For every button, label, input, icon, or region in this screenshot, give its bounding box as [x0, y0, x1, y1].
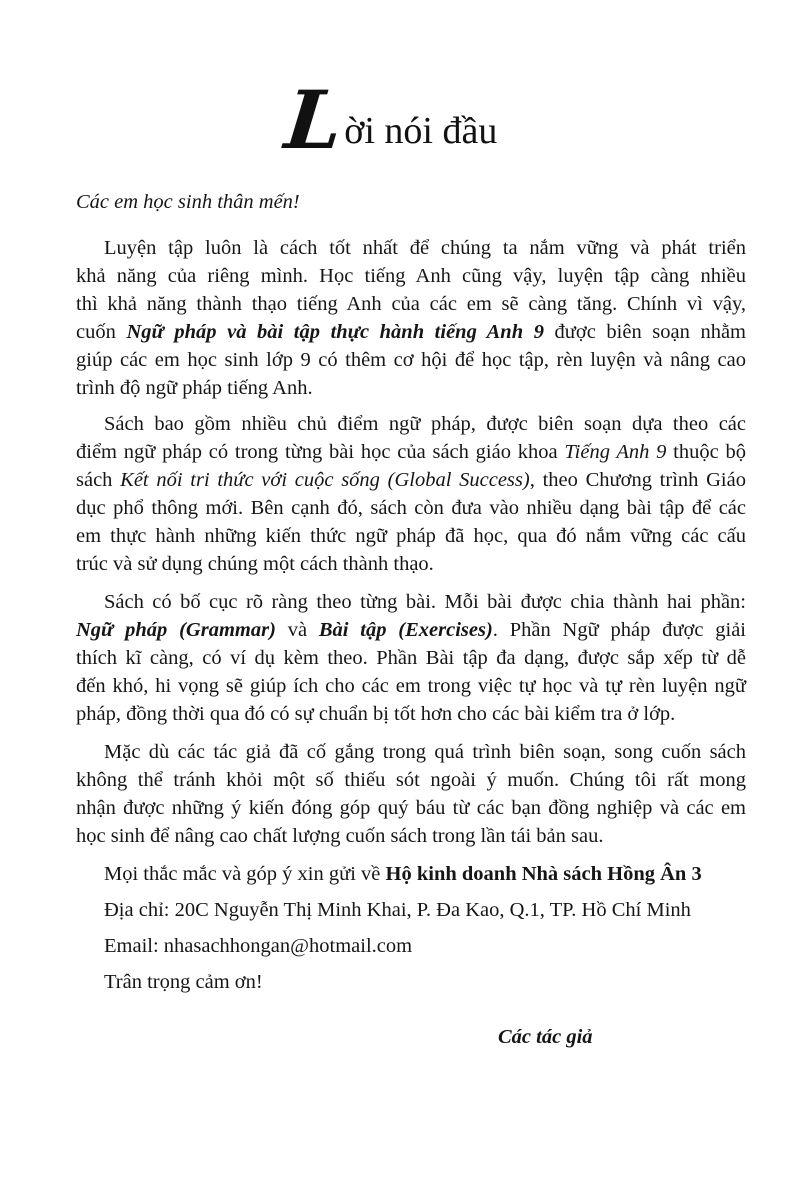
- title-text: ời nói đầu: [344, 110, 498, 152]
- paragraph-1-line: khả năng của riêng mình. Học tiếng Anh cũng vậy, luyện tập càng nhiều: [76, 265, 746, 287]
- text: được biên soạn nhằm: [543, 321, 746, 343]
- paragraph-3-line: Sách có bố cục rõ ràng theo từng bài. Mỗi bài được chia thành hai phần:: [104, 591, 746, 613]
- text: Mọi thắc mắc và góp ý xin gửi về: [104, 863, 386, 885]
- text: , theo Chương trình Giáo: [529, 469, 746, 491]
- greeting: Các em học sinh thân mến!: [76, 191, 300, 213]
- paragraph-4-line: không thể tránh khỏi một số thiếu sót ngoài ý muốn. Chúng tôi rất mong: [76, 769, 746, 791]
- paragraph-3-line: thích kĩ càng, có ví dụ kèm theo. Phần Bài tập đa dạng, được sắp xếp từ dễ: [76, 647, 746, 669]
- paragraph-2-line: [76, 468, 746, 492]
- paragraph-4-line: Mặc dù các tác giả đã cố gắng trong quá trình biên soạn, song cuốn sách: [104, 741, 746, 763]
- text: . Phần Ngữ pháp được giải: [492, 619, 746, 641]
- signature: Các tác giả: [498, 1026, 593, 1048]
- textbook-title: Tiếng Anh 9: [564, 441, 667, 463]
- text: sách: [76, 469, 121, 491]
- grammar-label: Ngữ pháp (Grammar): [76, 619, 276, 641]
- paragraph-4-line: học sinh để nâng cao chất lượng cuốn sách trong lần tái bản sau.: [76, 825, 604, 847]
- paragraph-2-line: em thực hành những kiến thức ngữ pháp đã học, qua đó nắm vững các cấu: [76, 525, 746, 547]
- contact-line: [104, 862, 746, 886]
- publisher-name: Hộ kinh doanh Nhà sách Hồng Ân 3: [385, 863, 702, 885]
- paragraph-1-line: thì khả năng thành thạo tiếng Anh của các em sẽ càng tăng. Chính vì vậy,: [76, 293, 746, 315]
- paragraph-2-line: trúc và sử dụng chúng một cách thành thạo.: [76, 553, 434, 575]
- text: cuốn: [76, 321, 127, 343]
- paragraph-1-line: trình độ ngữ pháp tiếng Anh.: [76, 377, 313, 399]
- paragraph-4-line: nhận được những ý kiến đóng góp quý báu từ các bạn đồng nghiệp và các em: [76, 797, 746, 819]
- title-drop-cap: L: [281, 73, 348, 167]
- paragraph-3-line: pháp, đồng thời qua đó có sự chuẩn bị tốt hơn cho các bài kiểm tra ở lớp.: [76, 703, 676, 725]
- paragraph-2-line: dục phổ thông mới. Bên cạnh đó, sách còn đưa vào nhiều dạng bài tập để các: [76, 497, 746, 519]
- page-title: [281, 73, 498, 167]
- book-title: Ngữ pháp và bài tập thực hành tiếng Anh 9: [126, 321, 544, 343]
- series-title: Kết nối tri thức với cuộc sống (Global Success): [120, 469, 530, 491]
- paragraph-1-line: [76, 320, 746, 344]
- exercises-label: Bài tập (Exercises): [318, 619, 493, 641]
- paragraph-3-line: [76, 618, 746, 642]
- paragraph-3-line: đến khó, hi vọng sẽ giúp ích cho các em trong việc tự học và tự rèn luyện ngữ: [76, 675, 746, 697]
- text: và: [275, 619, 319, 641]
- paragraph-1-line: Luyện tập luôn là cách tốt nhất để chúng ta nắm vững và phát triển: [104, 237, 746, 259]
- text: thuộc bộ: [666, 441, 747, 463]
- address-line: Địa chỉ: 20C Nguyễn Thị Minh Khai, P. Đa Kao, Q.1, TP. Hồ Chí Minh: [104, 899, 691, 921]
- paragraph-2-line: [76, 440, 746, 464]
- paragraph-2-line: Sách bao gồm nhiều chủ điểm ngữ pháp, được biên soạn dựa theo các: [104, 413, 746, 435]
- email-line: Email: nhasachhongan@hotmail.com: [104, 935, 413, 957]
- thanks-line: Trân trọng cảm ơn!: [104, 971, 263, 993]
- paragraph-1-line: giúp các em học sinh lớp 9 có thêm cơ hội để học tập, rèn luyện và nâng cao: [76, 349, 746, 371]
- text: điểm ngữ pháp có trong từng bài học của sách giáo khoa: [76, 441, 565, 463]
